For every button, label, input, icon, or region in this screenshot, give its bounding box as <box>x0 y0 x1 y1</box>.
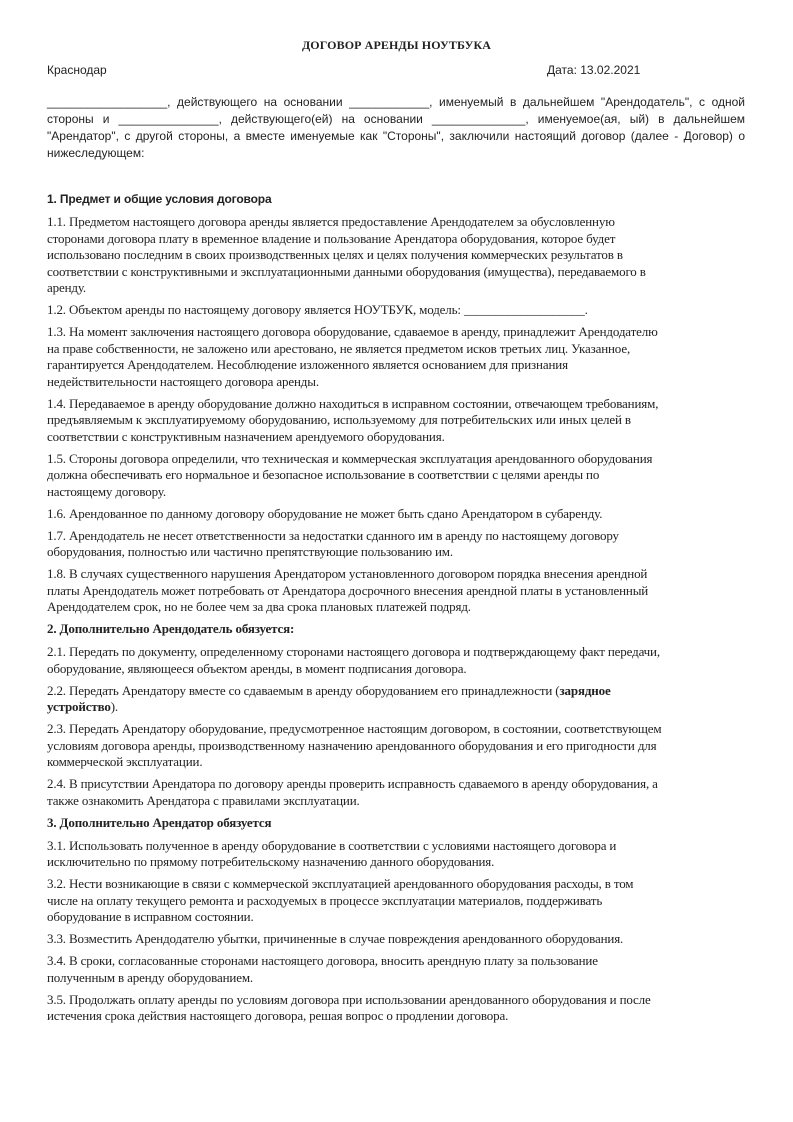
clause-line: гарантируется Арендодателем. Несоблюдение изложенного является основанием для признания <box>47 357 568 372</box>
clause-line: настоящему договору. <box>47 483 166 499</box>
clause-text: 2.2. Передать Арендатору вместе со сдаваемым в аренду оборудованием его принадлежности ( <box>47 682 560 698</box>
clause-line: сторонами договора плату в временное владение и пользование Арендатора оборудования, которое будет <box>47 230 616 246</box>
clause-line <box>47 683 747 700</box>
clause-line: оборудования, полностью или частично препятствующие пользованию им. <box>47 544 453 559</box>
clause-paragraph <box>47 451 747 501</box>
clause-line: 1.2. Объектом аренды по настоящему договору является НОУТБУК, модель: ___________________. <box>47 302 588 317</box>
clause-paragraph <box>47 776 747 809</box>
clause-line: 3.1. Использовать полученное в аренду оборудование в соответствии с условиями настоящего договора и <box>47 837 617 853</box>
clause-line: 3.3. Возместить Арендодателю убытки, причиненные в случае повреждения арендованного оборудования. <box>47 931 624 946</box>
clause-text: ). <box>110 699 119 714</box>
intro-paragraph <box>47 94 745 162</box>
clause-line: Арендодателем срок, но не более чем за два срока плановых платежей подряд. <box>47 599 471 614</box>
clause-line: предъявляемым к эксплуатируемому оборудованию, используемому для потребительских или иных целей в <box>47 412 631 427</box>
clause-paragraph <box>47 953 747 986</box>
clause-line: 1.8. В случаях существенного нарушения Арендатором установленного договором порядка внесения арендной <box>47 566 648 581</box>
clause-paragraph <box>47 876 747 926</box>
clause-line: 1.6. Арендованное по данному договору оборудование не может быть сдано Арендатором в субаренду. <box>47 505 603 521</box>
clause-line: соответствии с конструктивным назначением арендуемого оборудования. <box>47 428 445 444</box>
clause-line <box>47 699 747 716</box>
clause-bold-text: зарядное <box>559 682 611 698</box>
contract-body <box>47 192 747 1030</box>
clause-line: 1.1. Предметом настоящего договора аренды является предоставление Арендодателем за обусловленную <box>47 214 615 229</box>
clause-line: истечения срока действия настоящего договора, решая вопрос о продлении договора. <box>47 1008 509 1023</box>
clause-line: 1.5. Стороны договора определили, что техническая и коммерческая эксплуатация арендованного оборудования <box>47 450 653 466</box>
clause-line: оборудование, являющееся объектом аренды, в момент подписания договора. <box>47 660 467 676</box>
intro-line: стороны и _______________, действующего(ей) на основании ______________, именуемое(ая, ый) в дальнейшем <box>47 112 745 126</box>
clause-paragraph <box>47 992 747 1025</box>
clause-paragraph <box>47 528 747 561</box>
clause-paragraph <box>47 566 747 616</box>
section-heading: 1. Предмет и общие условия договора <box>47 192 272 206</box>
clause-line: недействительности настоящего договора аренды. <box>47 373 319 389</box>
clause-line: исключительно по прямому потребительскому назначению данного оборудования. <box>47 854 495 869</box>
clause-line: на праве собственности, не заложено или арестовано, не является предметом исков третьих лиц. Указанное, <box>47 340 631 356</box>
clause-line: соответствии с конструктивными и эксплуатационными данными оборудования (имущества), передаваемого в <box>47 263 646 279</box>
clause-line: 3.2. Нести возникающие в связи с коммерческой эксплуатацией арендованного оборудования расходы, в том <box>47 876 634 891</box>
clause-line: 2.3. Передать Арендатору оборудование, предусмотренное настоящим договором, в состоянии, соответствующем <box>47 721 662 736</box>
clause-line: должна обеспечивать его нормальное и безопасное использование в соответствии с целями аренды по <box>47 467 600 482</box>
clause-line: 1.3. На момент заключения настоящего договора оборудование, сдаваемое в аренду, принадлежит Арендодателю <box>47 324 658 339</box>
clause-paragraph <box>47 506 747 523</box>
clause-line: 3.5. Продолжать оплату аренды по условиям договора при использовании арендованного оборудования и после <box>47 991 651 1007</box>
clause-paragraph <box>47 644 747 677</box>
clause-line: платы Арендодатель может потребовать от Арендатора досрочного внесения арендной платы в установленный <box>47 582 649 598</box>
clause-line: использовано последним в своих производственных целях и целях получения коммерческих результатов в <box>47 247 623 262</box>
contract-date: Дата: 13.02.2021 <box>547 63 641 77</box>
intro-line: нижеследующем: <box>47 146 145 160</box>
clause-line: 1.7. Арендодатель не несет ответственности за недостатки сданного им в аренду по настоящему договору <box>47 527 619 543</box>
clause-paragraph <box>47 396 747 446</box>
clause-line: условиям договора аренды, производственному назначению арендованного оборудования и его пригодности для <box>47 737 657 753</box>
clause-bold-text: устройство <box>47 699 111 714</box>
clause-line: 2.1. Передать по документу, определенному сторонами настоящего договора и подтверждающему факт передачи, <box>47 644 660 659</box>
clause-line: полученным в аренду оборудованием. <box>47 969 253 985</box>
city: Краснодар <box>47 63 107 77</box>
clause-line: 3.4. В сроки, согласованные сторонами настоящего договора, вносить арендную плату за пользование <box>47 953 598 968</box>
clause-paragraph <box>47 838 747 871</box>
clause-paragraph <box>47 214 747 297</box>
clause-paragraph <box>47 683 747 716</box>
clause-line: коммерческой эксплуатации. <box>47 754 203 769</box>
clause-line: аренду. <box>47 280 87 295</box>
clause-line: 1.4. Передаваемое в аренду оборудование должно находиться в исправном состоянии, отвечающем требованиям, <box>47 395 659 411</box>
intro-line: "Арендатор", с другой стороны, а вместе именуемые как "Стороны", заключили настоящий договор (далее - Договор) о <box>47 129 745 143</box>
intro-line: __________________, действующего на основании ____________, именуемый в дальнейшем "Арендодатель", с одной <box>47 95 745 109</box>
clause-line: 2.4. В присутствии Арендатора по договору аренды проверить исправность сдаваемого в аренду оборудования, а <box>47 776 658 791</box>
clause-line: также ознакомить Арендатора с правилами эксплуатации. <box>47 792 360 808</box>
clause-line: оборудование в исправном состоянии. <box>47 909 254 924</box>
clause-paragraph <box>47 324 747 390</box>
document-title: ДОГОВОР АРЕНДЫ НОУТБУКА <box>301 38 492 52</box>
clause-paragraph <box>47 931 747 948</box>
section-heading: 3. Дополнительно Арендатор обязуется <box>47 814 272 830</box>
section-heading: 2. Дополнительно Арендодатель обязуется: <box>47 621 295 636</box>
clause-paragraph <box>47 721 747 771</box>
clause-paragraph <box>47 302 747 319</box>
clause-line: числе на оплату текущего ремонта и расходуемых в процессе эксплуатации материалов, поддерживать <box>47 892 603 908</box>
